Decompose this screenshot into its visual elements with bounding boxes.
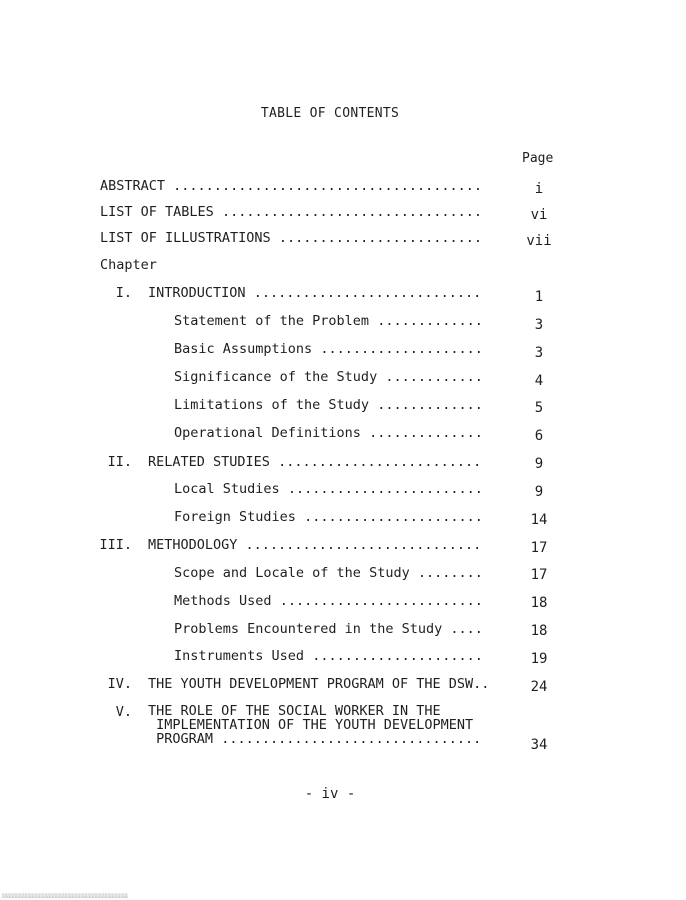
chapter-number: V. bbox=[115, 704, 132, 720]
toc-leader: .................... bbox=[320, 341, 483, 357]
toc-page-number: 19 bbox=[530, 651, 548, 667]
toc-section bbox=[174, 341, 483, 357]
toc-leader: .... bbox=[450, 621, 483, 637]
toc-page-number: 24 bbox=[530, 679, 548, 695]
toc-page-number: 34 bbox=[530, 737, 548, 753]
toc-section bbox=[174, 565, 483, 581]
toc-leader: ................................ bbox=[221, 204, 483, 220]
toc-section-label: Limitations of the Study bbox=[174, 397, 370, 413]
toc-page-number: 3 bbox=[534, 345, 544, 361]
chapter-number: IV. bbox=[107, 676, 132, 692]
toc-leader: ................................ bbox=[221, 731, 482, 747]
toc-section bbox=[174, 369, 483, 385]
toc-section bbox=[174, 593, 483, 609]
page-title: TABLE OF CONTENTS bbox=[260, 106, 400, 121]
toc-page-number: 18 bbox=[530, 595, 548, 611]
toc-chapter-youth-development-program bbox=[148, 676, 489, 692]
toc-page-number: 6 bbox=[534, 428, 544, 444]
toc-entry-label: LIST OF TABLES bbox=[100, 204, 214, 220]
toc-page-number: 9 bbox=[534, 484, 544, 500]
toc-leader: ...................................... bbox=[173, 178, 483, 194]
chapter-heading: Chapter bbox=[100, 257, 157, 273]
toc-section bbox=[174, 481, 483, 497]
toc-leader: ............ bbox=[385, 369, 483, 385]
page-column-header: Page bbox=[522, 151, 554, 166]
toc-page-number: 4 bbox=[534, 373, 544, 389]
toc-chapter-title: THE YOUTH DEVELOPMENT PROGRAM OF THE DSW.. bbox=[148, 676, 490, 692]
toc-chapter-title: METHODOLOGY bbox=[148, 537, 238, 553]
toc-page-number: 18 bbox=[530, 623, 548, 639]
toc-section-label: Local Studies bbox=[174, 481, 280, 497]
toc-entry-list-of-tables bbox=[100, 204, 482, 220]
toc-section bbox=[174, 621, 483, 637]
toc-chapter-role-of-social-worker bbox=[148, 704, 481, 746]
toc-chapter-methodology bbox=[148, 537, 481, 553]
toc-leader: ............................. bbox=[245, 537, 482, 553]
chapter-number: I. bbox=[115, 285, 132, 301]
toc-leader: ...................... bbox=[304, 509, 483, 525]
toc-page-number: 14 bbox=[530, 512, 548, 528]
toc-page-number: vi bbox=[530, 207, 548, 223]
toc-chapter-title-line: IMPLEMENTATION OF THE YOUTH DEVELOPMENT bbox=[156, 717, 474, 733]
toc-section-label: Foreign Studies bbox=[174, 509, 296, 525]
toc-page-number: 1 bbox=[534, 289, 544, 305]
toc-chapter-title: RELATED STUDIES bbox=[148, 454, 270, 470]
toc-entry-label: ABSTRACT bbox=[100, 178, 166, 194]
scan-edge-mark: ░░░░░░░░░░░░░░░░░░░░░░░░░░░░░░░░░░░░░░░░░ bbox=[2, 893, 129, 898]
toc-page-number: vii bbox=[526, 233, 552, 249]
toc-leader: ......................... bbox=[279, 593, 483, 609]
toc-leader: ......................... bbox=[278, 454, 482, 470]
toc-section bbox=[174, 425, 483, 441]
toc-entry-label: LIST OF ILLUSTRATIONS bbox=[100, 230, 271, 246]
toc-chapter-title: INTRODUCTION bbox=[148, 285, 246, 301]
toc-section-label: Problems Encountered in the Study bbox=[174, 621, 443, 637]
toc-section-label: Instruments Used bbox=[174, 648, 305, 664]
toc-entry-list-of-illustrations bbox=[100, 230, 482, 246]
toc-section-label: Methods Used bbox=[174, 593, 272, 609]
toc-section bbox=[174, 313, 483, 329]
toc-leader: ............................ bbox=[253, 285, 482, 301]
toc-section bbox=[174, 648, 483, 664]
toc-section-label: Basic Assumptions bbox=[174, 341, 313, 357]
toc-chapter-related-studies bbox=[148, 454, 481, 470]
toc-section-label: Significance of the Study bbox=[174, 369, 378, 385]
toc-section-label: Statement of the Problem bbox=[174, 313, 370, 329]
toc-page-number: 3 bbox=[534, 317, 544, 333]
toc-page-number: 17 bbox=[530, 540, 548, 556]
toc-leader: ..................... bbox=[312, 648, 483, 664]
toc-page-number: i bbox=[534, 181, 544, 197]
toc-chapter-title-line: THE ROLE OF THE SOCIAL WORKER IN THE bbox=[148, 703, 441, 719]
toc-leader: .............. bbox=[369, 425, 483, 441]
page-footer-number: - iv - bbox=[304, 786, 356, 802]
toc-page-number: 9 bbox=[534, 456, 544, 472]
toc-chapter-title-line: PROGRAM bbox=[156, 731, 214, 747]
toc-leader: ......................... bbox=[278, 230, 483, 246]
toc-chapter-introduction bbox=[148, 285, 481, 301]
toc-page-number: 17 bbox=[530, 567, 548, 583]
toc-entry-abstract bbox=[100, 178, 482, 194]
toc-section bbox=[174, 509, 483, 525]
chapter-number: II. bbox=[107, 454, 132, 470]
toc-section-label: Scope and Locale of the Study bbox=[174, 565, 410, 581]
chapter-number: III. bbox=[99, 537, 132, 553]
toc-leader: ........ bbox=[417, 565, 483, 581]
toc-page-number: 5 bbox=[534, 400, 544, 416]
toc-leader: ............. bbox=[377, 313, 483, 329]
toc-leader: ............. bbox=[377, 397, 483, 413]
toc-section-label: Operational Definitions bbox=[174, 425, 361, 441]
toc-section bbox=[174, 397, 483, 413]
toc-leader: ........................ bbox=[287, 481, 483, 497]
